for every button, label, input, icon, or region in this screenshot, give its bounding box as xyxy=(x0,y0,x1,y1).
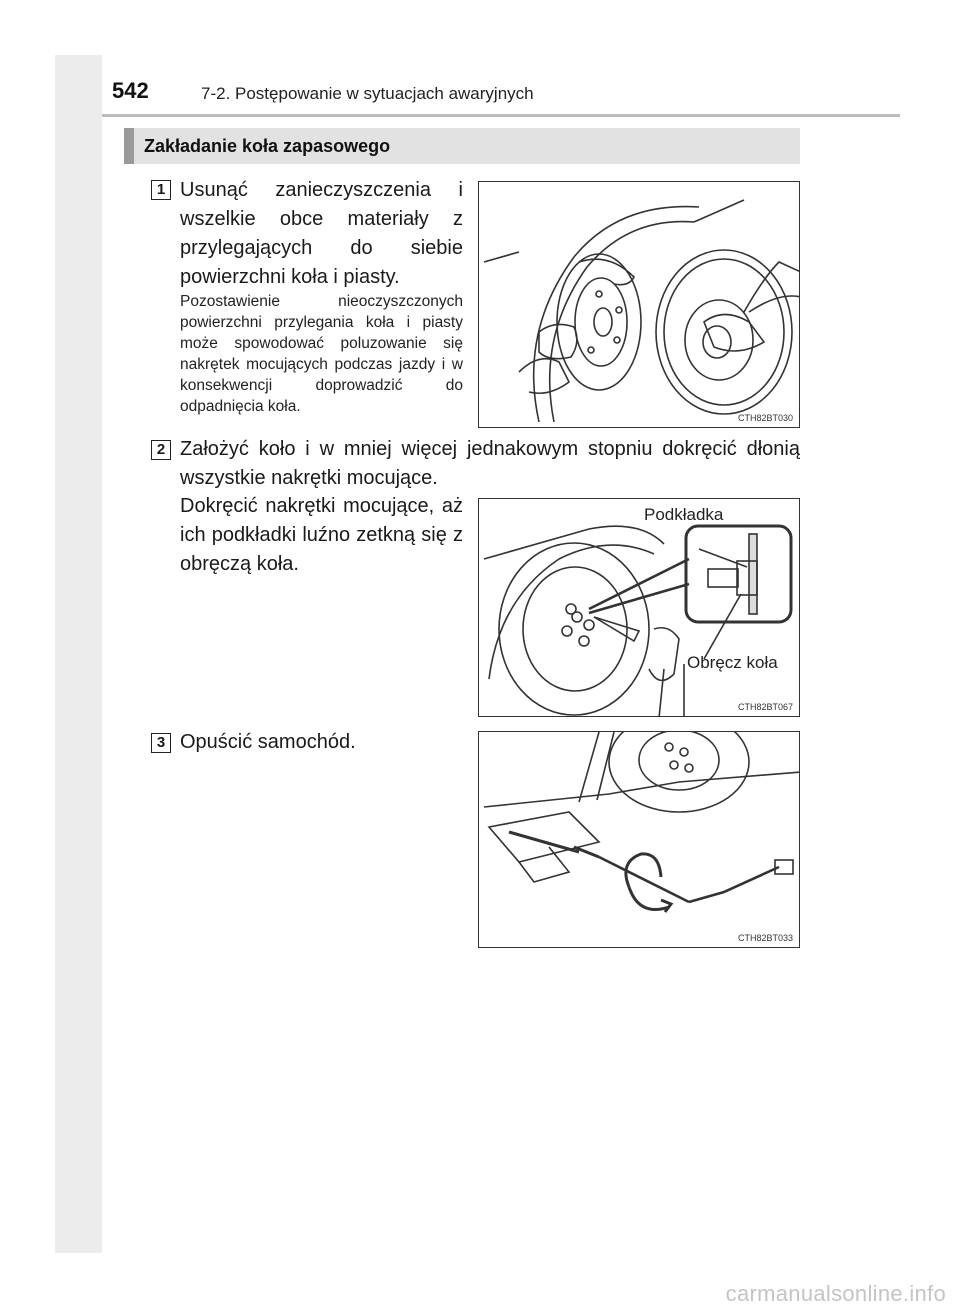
lower-vehicle-illustration xyxy=(479,732,800,948)
step-3-text: Opuścić samochód. xyxy=(180,731,356,753)
rim-label: Obręcz koła xyxy=(687,653,778,672)
side-strip xyxy=(55,55,102,1253)
chapter-title: 7-2. Postępowanie w sytuacjach awaryjnych xyxy=(201,84,534,103)
clean-hub-illustration xyxy=(479,182,800,428)
step-1-text: Usunąć zanieczyszczenia i wszelkie obce materiały z przylegających do siebie powierzchni koła i piasty. xyxy=(180,179,463,288)
tighten-nuts-illustration xyxy=(479,499,800,717)
figure-2-code: CTH82BT067 xyxy=(737,702,793,712)
section-bar xyxy=(124,128,800,164)
step-3-number: 3 xyxy=(151,733,171,753)
step-2-text: Założyć koło i w mniej więcej jednakowym stopniu dokręcić dłonią wszystkie nakrętki mocujące. xyxy=(180,438,800,489)
watermark: carmanualsonline.info xyxy=(725,1281,946,1306)
step-2-number: 2 xyxy=(151,440,171,460)
header-rule xyxy=(102,114,900,117)
step-2-subtext: Dokręcić nakrętki mocujące, aż ich podkładki luźno zetkną się z obręczą koła. xyxy=(180,495,463,575)
figure-tighten-nuts xyxy=(478,498,800,717)
figure-clean-hub xyxy=(478,181,800,428)
figure-lower-vehicle xyxy=(478,731,800,948)
step-1-note: Pozostawienie nieoczyszczonych powierzchni przylegania koła i piasty może spowodować poluzowanie się nakrętek mocujących podczas jazdy i w konsekwencji doprowadzić do odpadnięcia koła. xyxy=(180,293,463,415)
washer-label: Podkładka xyxy=(644,505,724,524)
section-title: Zakładanie koła zapasowego xyxy=(144,136,391,156)
figure-3-code: CTH82BT033 xyxy=(737,933,793,943)
page-number: 542 xyxy=(112,78,149,103)
figure-1-code: CTH82BT030 xyxy=(737,413,793,423)
step-1-number: 1 xyxy=(151,180,171,200)
